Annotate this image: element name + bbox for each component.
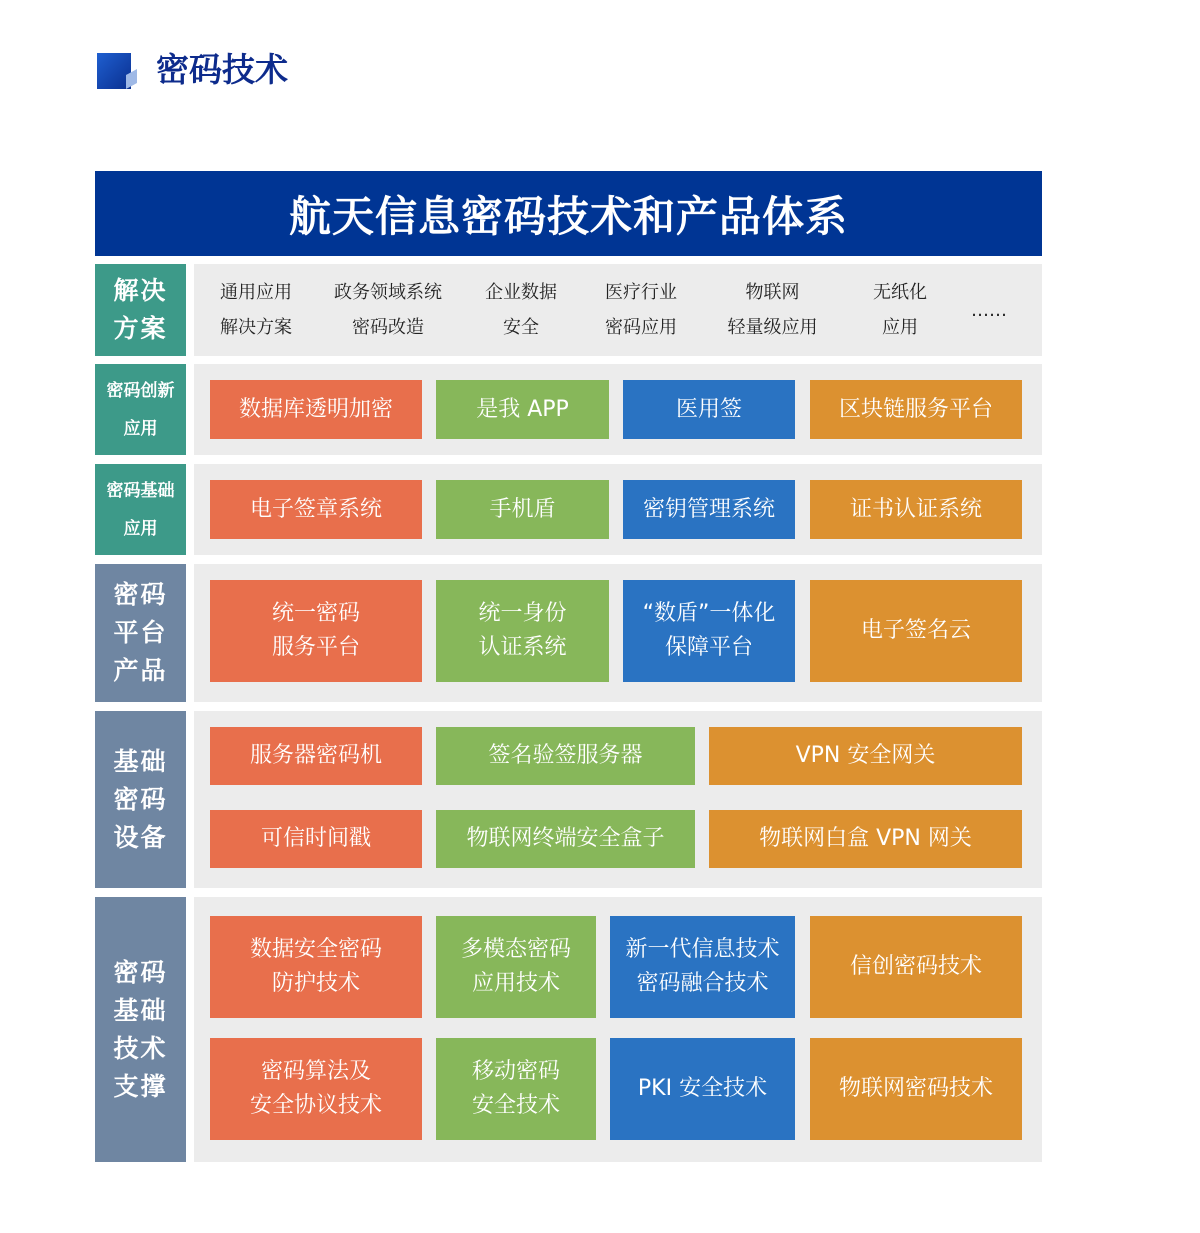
product-box: 医用签 bbox=[623, 380, 795, 439]
product-box: 证书认证系统 bbox=[810, 480, 1022, 539]
product-box: VPN 安全网关 bbox=[709, 727, 1022, 785]
product-box: 数据库透明加密 bbox=[210, 380, 422, 439]
product-box: PKI 安全技术 bbox=[610, 1038, 795, 1140]
solution-item: 通用应用 解决方案 bbox=[220, 282, 292, 338]
product-box: “数盾”一体化 保障平台 bbox=[623, 580, 795, 682]
row-label-innovation: 密码创新 应用 bbox=[95, 364, 186, 455]
square-logo-icon bbox=[97, 53, 137, 89]
product-box: 签名验签服务器 bbox=[436, 727, 695, 785]
product-box: 是我 APP bbox=[436, 380, 609, 439]
product-box: 密钥管理系统 bbox=[623, 480, 795, 539]
product-box: 信创密码技术 bbox=[810, 916, 1022, 1018]
row-label-solutions: 解决 方案 bbox=[95, 264, 186, 356]
row-label-platform: 密码 平台 产品 bbox=[95, 564, 186, 702]
product-box: 可信时间戳 bbox=[210, 810, 422, 868]
product-box: 多模态密码 应用技术 bbox=[436, 916, 596, 1018]
row-label-tech: 密码 基础 技术 支撑 bbox=[95, 897, 186, 1162]
solution-item: 企业数据 安全 bbox=[485, 282, 557, 338]
more-ellipsis: …… bbox=[971, 299, 1007, 321]
product-box: 统一身份 认证系统 bbox=[436, 580, 609, 682]
product-box: 移动密码 安全技术 bbox=[436, 1038, 596, 1140]
diagram-title: 航天信息密码技术和产品体系 bbox=[95, 171, 1042, 256]
solution-item: 政务领域系统 密码改造 bbox=[334, 282, 442, 338]
product-box: 区块链服务平台 bbox=[810, 380, 1022, 439]
product-box: 服务器密码机 bbox=[210, 727, 422, 785]
product-box: 物联网密码技术 bbox=[810, 1038, 1022, 1140]
page-title: 密码技术 bbox=[156, 50, 288, 89]
product-box: 统一密码 服务平台 bbox=[210, 580, 422, 682]
solution-item: 无纸化 应用 bbox=[873, 282, 927, 338]
product-box: 电子签名云 bbox=[810, 580, 1022, 682]
product-box: 数据安全密码 防护技术 bbox=[210, 916, 422, 1018]
row-label-devices: 基础 密码 设备 bbox=[95, 711, 186, 888]
product-box: 物联网白盒 VPN 网关 bbox=[709, 810, 1022, 868]
product-box: 物联网终端安全盒子 bbox=[436, 810, 695, 868]
row-label-basic-apps: 密码基础 应用 bbox=[95, 464, 186, 555]
product-box: 密码算法及 安全协议技术 bbox=[210, 1038, 422, 1140]
solution-item: 物联网 轻量级应用 bbox=[727, 282, 818, 338]
solution-item: 医疗行业 密码应用 bbox=[605, 282, 677, 338]
product-box: 新一代信息技术 密码融合技术 bbox=[610, 916, 795, 1018]
product-box: 手机盾 bbox=[436, 480, 609, 539]
product-box: 电子签章系统 bbox=[210, 480, 422, 539]
